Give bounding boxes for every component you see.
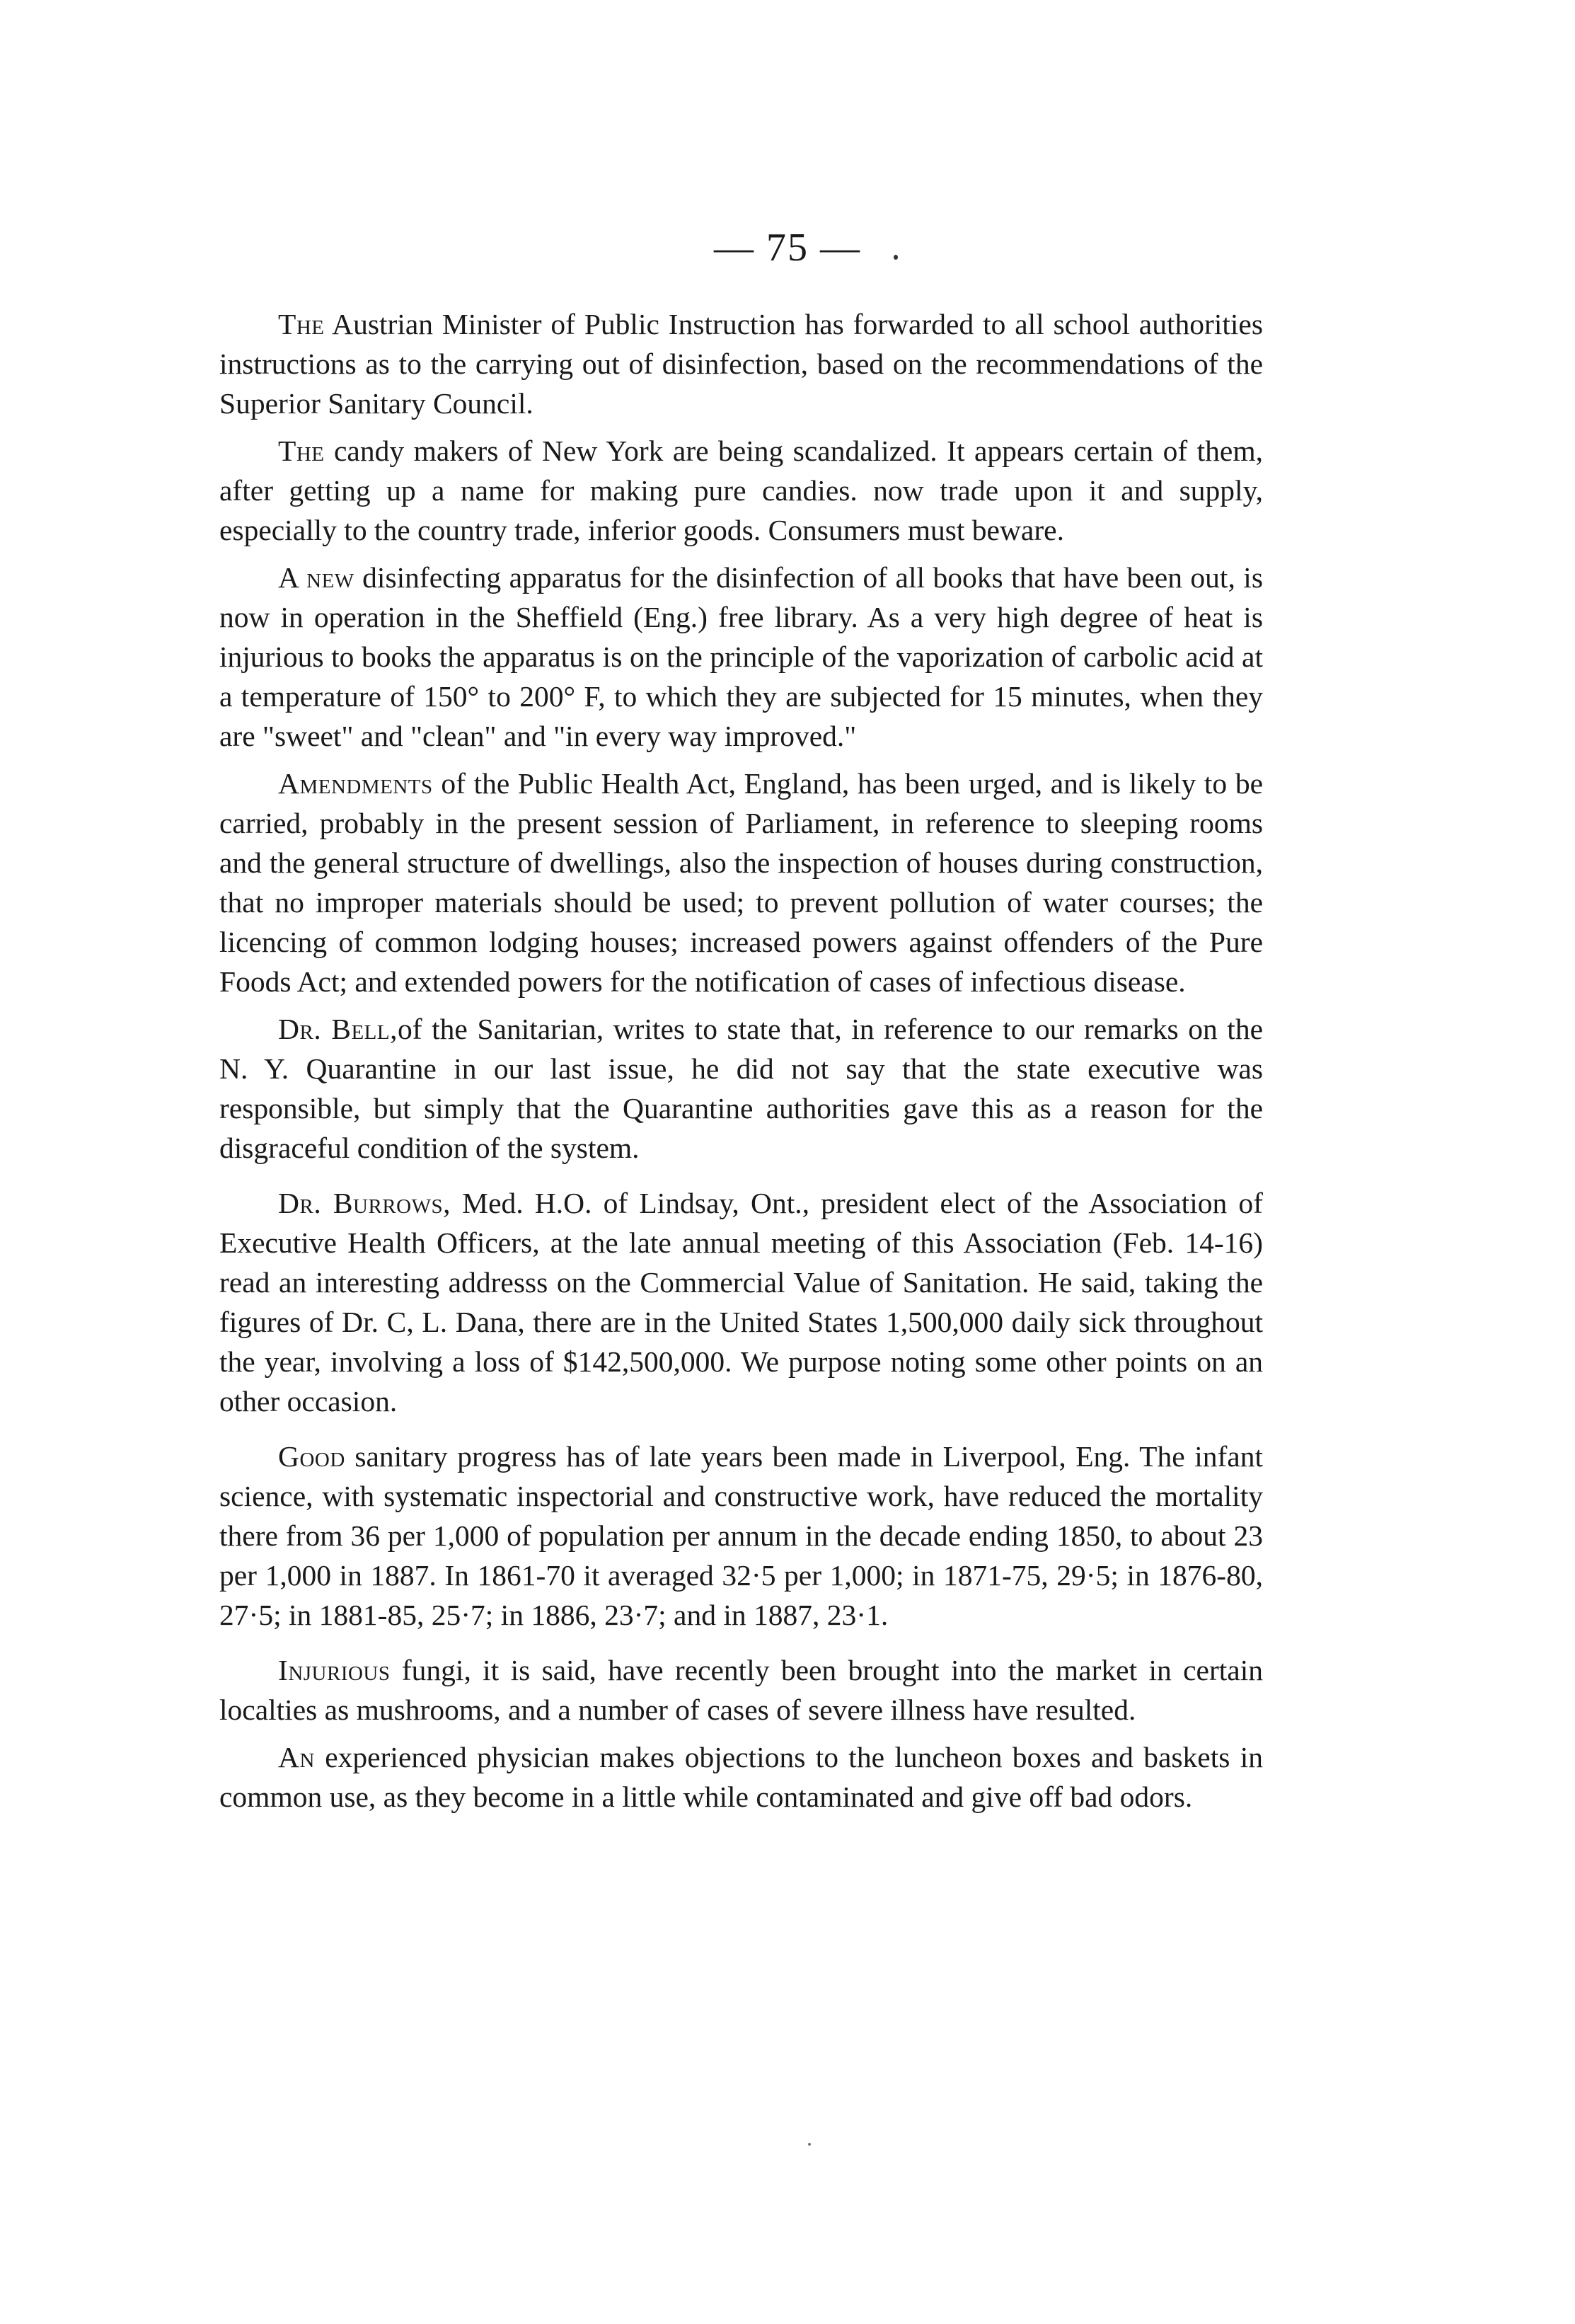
- paragraph-public-health-act: [219, 764, 1263, 1001]
- paragraph-text: fungi, it is said, have recently been brought into the market in certain localties as mushrooms, and a number of cases of severe illness have resulted.: [219, 1654, 1263, 1726]
- paragraph-text: disinfecting apparatus for the disinfection of all books that have been out, is now in operation in the Sheffield (Eng.) free library. As a very high degree of heat is injurious to books the apparatus is on the principle of the vaporization of carbolic acid at a temperature of 150° to 200° F, to which they are subjected for 15 minutes, when they are "sweet" and "clean" and "in every way improved.": [219, 561, 1263, 752]
- paragraph-lead: Dr. Burrows,: [278, 1187, 451, 1219]
- paragraph-liverpool-progress: [219, 1437, 1263, 1635]
- paragraph-injurious-fungi: [219, 1650, 1263, 1730]
- paragraph-luncheon-boxes: [219, 1737, 1263, 1817]
- paragraph-text: sanitary progress has of late years been made in Liverpool, Eng. The infant science, with systematic inspectorial and constructive work, have reduced the mortality there from 36 per 1,000 of population per annum in the decade ending 1850, to about 23 per 1,000 in 1887. In 1861-70 it averaged 32·5 per 1,000; in 1871-75, 29·5; in 1876-80, 27·5; in 1881-85, 25·7; in 1886, 23·7; and in 1887, 23·1.: [219, 1440, 1263, 1631]
- paragraph-lead: Good: [278, 1440, 345, 1473]
- paragraph-lead: The: [278, 308, 325, 340]
- paragraph-lead: Dr. Bell,: [278, 1013, 398, 1045]
- paragraph-lead: A new: [278, 561, 354, 594]
- paragraph-lead: An: [278, 1741, 315, 1773]
- paragraph-text: Med. H.O. of Lindsay, Ont., president elect of the Association of Executive Health Officers, at the late annual meeting of this Association (Feb. 14-16) read an interesting addresss on the Commercial Value of Sanitation. He said, taking the figures of Dr. C, L. Dana, there are in the United States 1,500,000 daily sick throughout the year, involving a loss of $142,500,000. We purpose noting some other points on an other occasion.: [219, 1187, 1263, 1417]
- paragraph-austrian-minister: [219, 304, 1263, 423]
- paragraph-text: experienced physician makes objections to the luncheon boxes and baskets in common use, as they become in a little while contaminated and give off bad odors.: [219, 1741, 1263, 1813]
- paragraph-dr-bell: [219, 1009, 1263, 1168]
- text-column: [219, 304, 1263, 1824]
- page-number: — 75 —: [714, 226, 861, 270]
- paragraph-text: of the Public Health Act, England, has been urged, and is likely to be carried, probably in the present session of Parliament, in reference to sleeping rooms and the general structure of dwellings, also the inspection of houses during construction, that no improper materials should be used; to prevent pollution of water courses; the licencing of common lodging houses; increased powers against offenders of the Pure Foods Act; and extended powers for the notification of cases of infectious disease.: [219, 767, 1263, 998]
- paragraph-candy-makers: [219, 431, 1263, 550]
- print-speck: [808, 2143, 811, 2146]
- paragraph-lead: Injurious: [278, 1654, 391, 1686]
- paragraph-lead: The: [278, 435, 325, 467]
- paragraph-text: of the Sanitarian, writes to state that, in reference to our remarks on the N. Y. Quarantine in our last issue, he did not say that the state executive was responsible, but simply that the Quarantine authorities gave this as a reason for the disgraceful condition of the system.: [219, 1013, 1263, 1164]
- paragraph-text: candy makers of New York are being scandalized. It appears certain of them, after getting up a name for making pure candies. now trade upon it and supply, especially to the country trade, inferior goods. Consumers must beware.: [219, 435, 1263, 546]
- print-speck: [894, 255, 898, 260]
- paragraph-disinfecting-apparatus: [219, 558, 1263, 756]
- paragraph-text: Austrian Minister of Public Instruction has forwarded to all school authorities instructions as to the carrying out of disinfection, based on the recommendations of the Superior Sanitary Council.: [219, 308, 1263, 420]
- paragraph-lead: Amendments: [278, 767, 433, 800]
- paragraph-dr-burrows: [219, 1183, 1263, 1421]
